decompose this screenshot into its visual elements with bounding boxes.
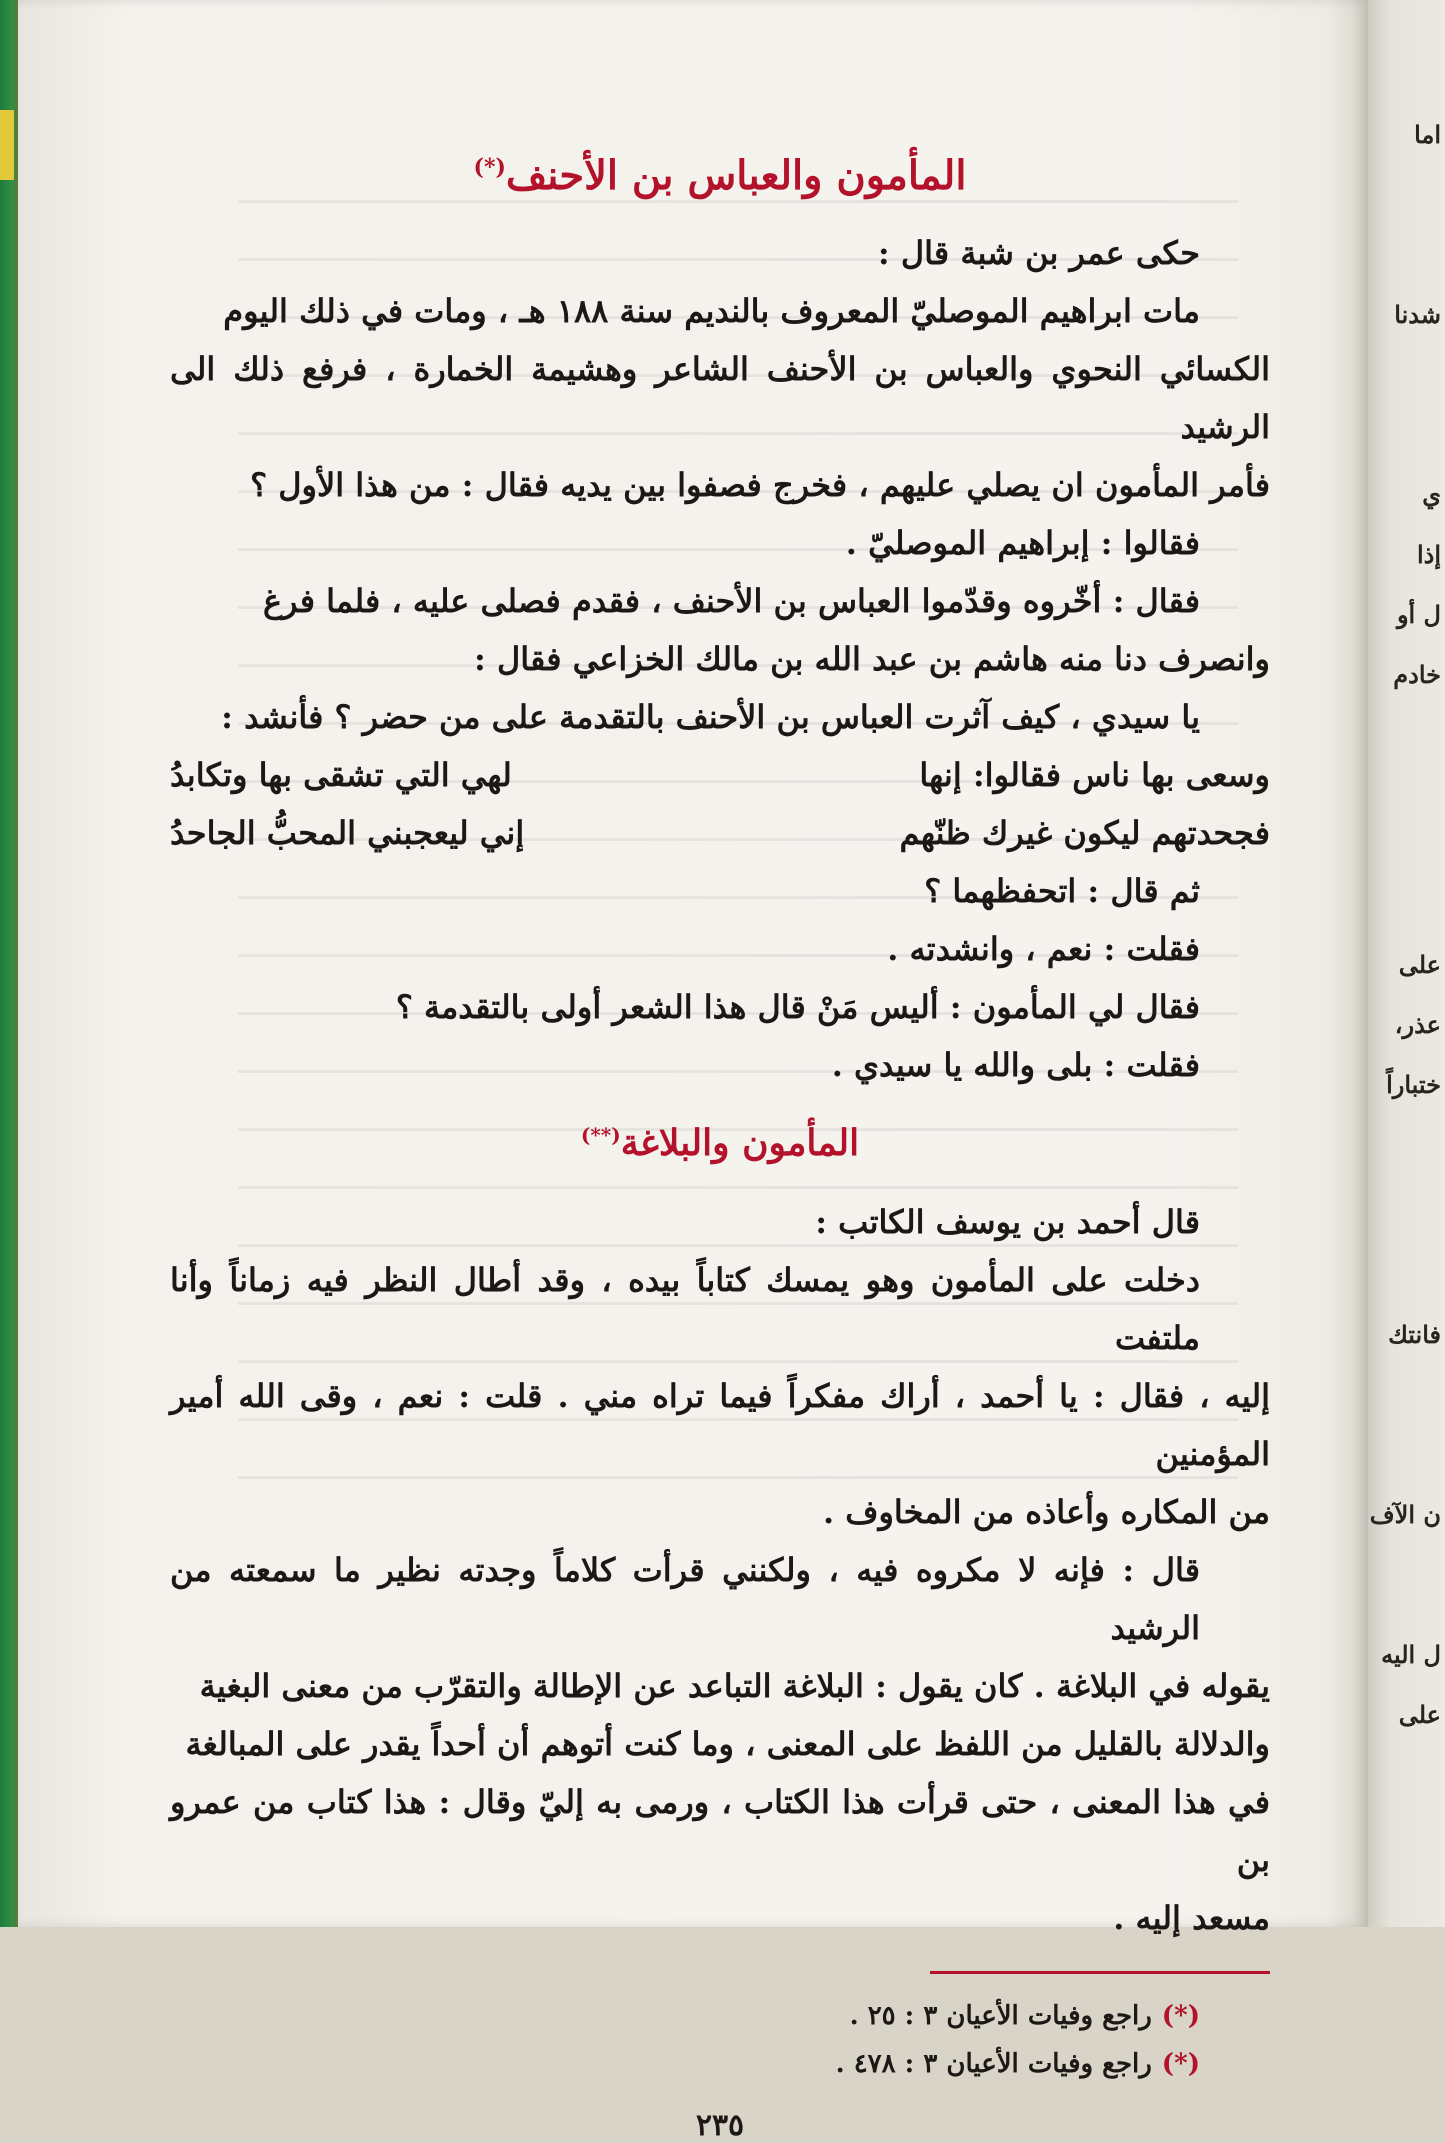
section-title-text: المأمون والعباس بن الأحنف <box>505 152 967 199</box>
adjacent-fragment: شدنا <box>1394 300 1441 329</box>
paragraph-line: فقالوا : إبراهيم الموصليّ . <box>845 524 1200 562</box>
footnote <box>170 2040 1270 2088</box>
paragraph-line: الكسائي النحوي والعباس بن الأحنف الشاعر وهشيمة الخمارة ، فرفع ذلك الى الرشيد <box>170 350 1270 446</box>
paragraph-line: ثم قال : اتحفظهما ؟ <box>924 872 1200 910</box>
paragraph-line: في هذا المعنى ، حتى قرأت هذا الكتاب ، ورمى به إليّ وقال : هذا كتاب من عمرو بن <box>170 1782 1271 1879</box>
poem-verse <box>170 804 1270 862</box>
paragraph-line: مسعد إليه . <box>1113 1898 1270 1937</box>
paragraph-line: قال أحمد بن يوسف الكاتب : <box>815 1202 1200 1241</box>
paragraph-line: والدلالة بالقليل من اللفظ على المعنى ، وما كنت أتوهم أن أحداً يقدر على المبالغة <box>185 1724 1270 1763</box>
verse-first-hemistich: فجحدتهم ليكون غيرك ظنّهم <box>899 814 1270 852</box>
paragraph-line: يقوله في البلاغة . كان يقول : البلاغة التباعد عن الإطالة والتقرّب من معنى البغية <box>199 1666 1270 1705</box>
paragraph-line: مات ابراهيم الموصليّ المعروف بالنديم سنة ١٨٨ هـ ، ومات في ذلك اليوم <box>223 292 1200 330</box>
paragraph-line: يا سيدي ، كيف آثرت العباس بن الأحنف بالتقدمة على من حضر ؟ فأنشد : <box>221 698 1200 736</box>
paragraph-line: فقال : أخّروه وقدّموا العباس بن الأحنف ، فقدم فصلى عليه ، فلما فرغ <box>262 582 1200 620</box>
footnote-text: راجع وفيات الأعيان ٣ : ٤٧٨ . <box>835 2048 1152 2079</box>
adjacent-fragment: على <box>1398 950 1441 979</box>
adjacent-fragment: إذا <box>1416 540 1441 569</box>
adjacent-fragment: خادم <box>1393 660 1441 689</box>
book-edge-mark <box>0 110 14 180</box>
poem-verse <box>170 746 1270 804</box>
paragraph-line: فأمر المأمون ان يصلي عليهم ، فخرج فصفوا بين يديه فقال : من هذا الأول ؟ <box>250 466 1270 504</box>
adjacent-fragment: على <box>1398 1700 1441 1729</box>
footnote-mark: (*) <box>1161 2000 1200 2031</box>
adjacent-fragment: ن الآف <box>1369 1500 1441 1529</box>
section-title <box>170 1120 1270 1167</box>
paragraph-line: حكى عمر بن شبة قال : <box>877 234 1200 272</box>
adjacent-fragment: ختباراً <box>1386 1070 1441 1099</box>
section-title <box>170 150 1270 202</box>
paragraph-line: إليه ، فقال : يا أحمد ، أراك مفكراً فيما تراه مني . قلت : نعم ، وقى الله أمير المؤمنين <box>170 1376 1270 1473</box>
adjacent-fragment: اما <box>1414 120 1441 149</box>
page-content <box>170 150 1270 2143</box>
page-number: ٢٣٥ <box>695 2107 745 2143</box>
footnote <box>170 1992 1270 2040</box>
paragraph-line: قال : فإنه لا مكروه فيه ، ولكنني قرأت كلاماً وجدته نظير ما سمعته من الرشيد <box>170 1550 1200 1647</box>
verse-second-hemistich: إني ليعجبني المحبُّ الجاحدُ <box>170 814 525 852</box>
adjacent-fragment: ي <box>1422 480 1441 509</box>
footnote-mark: (**) <box>580 1123 621 1147</box>
section-body <box>170 1193 1270 1947</box>
verse-second-hemistich: لهي التي تشقى بها وتكابدُ <box>170 756 512 794</box>
paragraph-line: فقال لي المأمون : أليس مَنْ قال هذا الشعر أولى بالتقدمة ؟ <box>395 988 1200 1026</box>
paragraph-line: من المكاره وأعاذه من المخاوف . <box>823 1492 1270 1531</box>
adjacent-page <box>1368 0 1445 1927</box>
adjacent-fragment: عذر، <box>1394 1010 1441 1039</box>
footnote-text: راجع وفيات الأعيان ٣ : ٢٥ . <box>849 2000 1152 2031</box>
paragraph-line: وانصرف دنا منه هاشم بن عبد الله بن مالك الخزاعي فقال : <box>474 640 1270 678</box>
adjacent-fragment: فانتك <box>1388 1320 1441 1349</box>
adjacent-fragment: ل اليه <box>1381 1640 1441 1669</box>
book-edge-strip <box>0 0 18 1927</box>
paragraph-line: فقلت : بلى والله يا سيدي . <box>831 1046 1200 1084</box>
footnote-mark: (*) <box>1161 2048 1200 2079</box>
section-body <box>170 224 1270 1094</box>
paragraph-line: دخلت على المأمون وهو يمسك كتاباً بيده ، وقد أطال النظر فيه زماناً وأنا ملتفت <box>170 1260 1201 1357</box>
footnote-divider <box>930 1971 1270 1974</box>
footnote-mark: (*) <box>473 154 506 181</box>
paragraph-line: فقلت : نعم ، وانشدته . <box>887 930 1200 968</box>
verse-first-hemistich: وسعى بها ناس فقالوا: إنها <box>919 756 1270 794</box>
adjacent-fragment: ل أو <box>1396 600 1441 629</box>
section-title-text: المأمون والبلاغة <box>620 1122 860 1164</box>
